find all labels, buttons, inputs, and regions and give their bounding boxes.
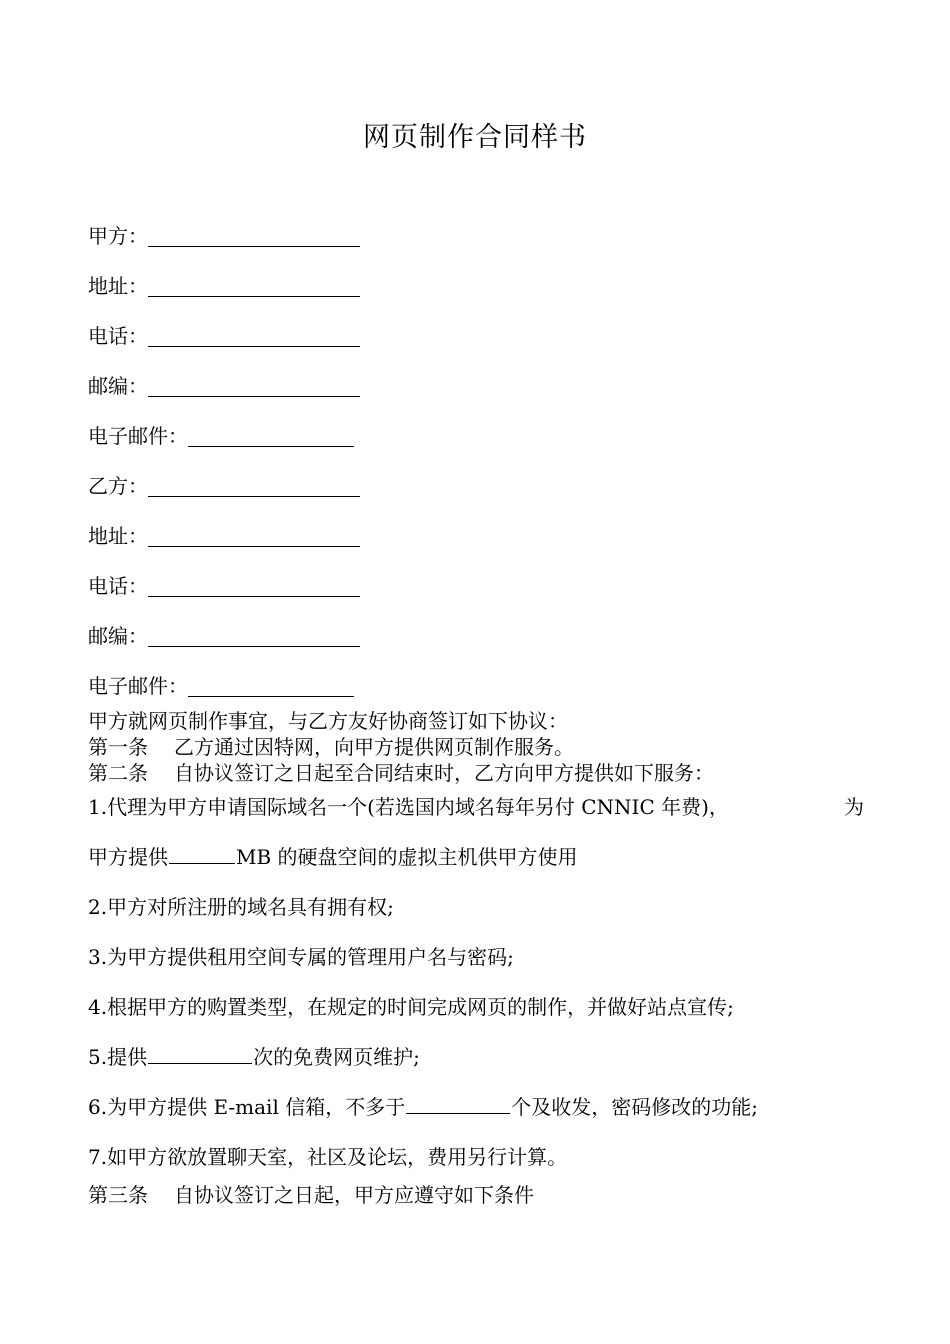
party-b-postcode-label: 邮编：	[88, 624, 148, 648]
article-3-text: 自协议签订之日起，甲方应遵守如下条件	[174, 1183, 534, 1207]
party-a-phone-label: 电话：	[88, 324, 148, 348]
party-a-phone-blank[interactable]	[148, 324, 360, 347]
party-a-postcode-field	[88, 370, 360, 400]
party-a-postcode-blank[interactable]	[148, 374, 360, 397]
party-b-phone-blank[interactable]	[148, 574, 360, 597]
party-a-address-blank[interactable]	[148, 274, 360, 297]
article-3	[88, 1182, 878, 1208]
service-item-6-pre: 6.为甲方提供 E-mail 信箱，不多于	[88, 1095, 406, 1119]
service-item-1-line-2	[88, 842, 878, 872]
service-item-7: 7.如甲方欲放置聊天室，社区及论坛，费用另行计算。	[88, 1145, 568, 1169]
party-b-postcode-blank[interactable]	[148, 624, 360, 647]
document-title: 网页制作合同样书	[363, 122, 587, 153]
article-1-heading: 第一条	[88, 735, 148, 759]
party-a-name-label: 甲方：	[88, 224, 148, 248]
party-a-email-label: 电子邮件：	[88, 424, 188, 448]
service-item-4: 4.根据甲方的购置类型，在规定的时间完成网页的制作，并做好站点宣传;	[88, 995, 734, 1019]
maintenance-count-blank[interactable]	[148, 1043, 252, 1064]
party-b-name-blank[interactable]	[148, 474, 360, 497]
article-1	[88, 734, 878, 760]
article-2-text: 自协议签订之日起至合同结束时，乙方向甲方提供如下服务：	[174, 761, 714, 785]
party-b-phone-field	[88, 570, 360, 600]
party-a-postcode-label: 邮编：	[88, 374, 148, 398]
article-3-heading: 第三条	[88, 1183, 148, 1207]
party-a-address-label: 地址：	[88, 274, 148, 298]
party-a-name-field	[88, 220, 360, 250]
party-b-name-field	[88, 470, 360, 500]
service-item-2: 2.甲方对所注册的域名具有拥有权;	[88, 895, 394, 919]
party-b-email-field	[88, 670, 354, 700]
service-item-1-pre: 甲方提供	[88, 845, 168, 869]
party-b-address-blank[interactable]	[148, 524, 360, 547]
party-a-email-blank[interactable]	[188, 424, 354, 447]
party-b-phone-label: 电话：	[88, 574, 148, 598]
party-b-name-label: 乙方：	[88, 474, 148, 498]
service-item-5-post: 次的免费网页维护;	[253, 1045, 420, 1069]
service-item-5-pre: 5.提供	[88, 1045, 148, 1069]
service-item-1-end: 为	[844, 795, 864, 819]
party-a-phone-field	[88, 320, 360, 350]
service-item-6-post: 个及收发，密码修改的功能;	[511, 1095, 758, 1119]
party-b-address-label: 地址：	[88, 524, 148, 548]
party-b-address-field	[88, 520, 360, 550]
party-a-email-field	[88, 420, 354, 450]
party-b-postcode-field	[88, 620, 360, 650]
service-item-6	[88, 1092, 878, 1122]
party-b-email-label: 电子邮件：	[88, 674, 188, 698]
email-count-blank[interactable]	[406, 1093, 510, 1114]
service-item-5	[88, 1042, 878, 1072]
party-a-address-field	[88, 270, 360, 300]
service-item-1-text: 1.代理为甲方申请国际域名一个(若选国内域名每年另付 CNNIC 年费)，	[88, 795, 729, 819]
intro-paragraph: 甲方就网页制作事宜，与乙方友好协商签订如下协议：	[88, 709, 568, 733]
article-1-text: 乙方通过因特网，向甲方提供网页制作服务。	[174, 735, 574, 759]
disk-space-blank[interactable]	[169, 843, 235, 864]
party-a-name-blank[interactable]	[148, 224, 360, 247]
service-item-3: 3.为甲方提供租用空间专属的管理用户名与密码;	[88, 945, 514, 969]
party-b-email-blank[interactable]	[188, 674, 354, 697]
article-2-heading: 第二条	[88, 761, 148, 785]
service-item-1-post: MB 的硬盘空间的虚拟主机供甲方使用	[236, 845, 578, 869]
article-2	[88, 760, 878, 786]
service-item-1-line-1	[88, 792, 864, 822]
